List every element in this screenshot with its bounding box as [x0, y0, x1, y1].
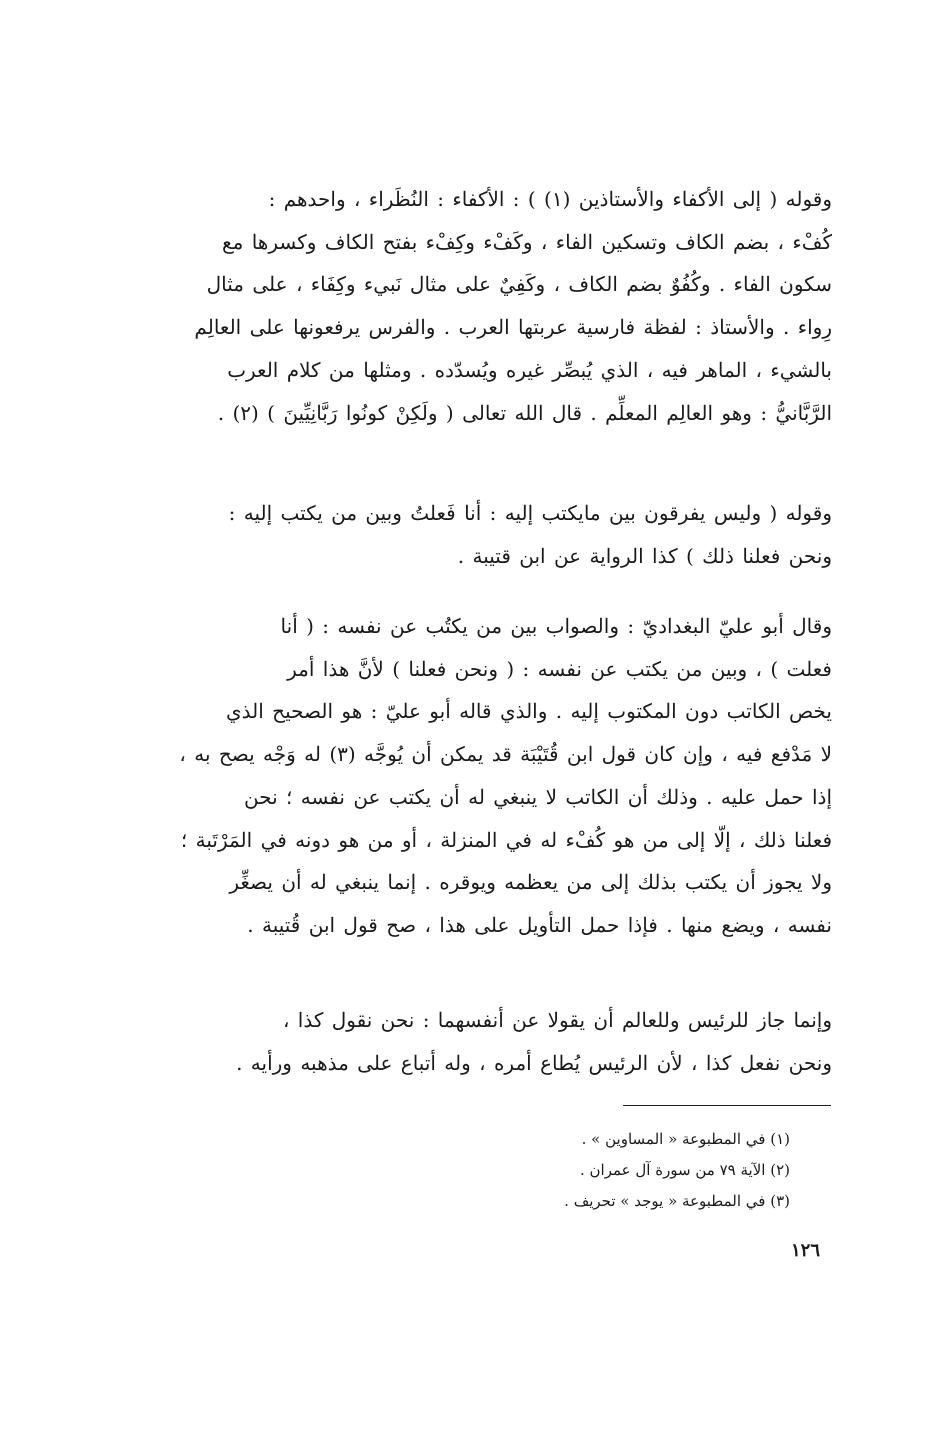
- text-line: ولا يجوز أن يكتب بذلك إلى من يعظمه ويوقره . إنما ينبغي له أن يصغِّر: [229, 870, 832, 895]
- text-line: نفسه ، ويضع منها . فإذا حمل التأويل على هذا ، صح قول ابن قُتيبة .: [247, 912, 832, 937]
- footnotes: [420, 1124, 790, 1217]
- text-line: وإنما جاز للرئيس وللعالم أن يقولا عن أنفسهما : نحن نقول كذا ،: [282, 1008, 832, 1032]
- text-line: لا مَدْفع فيه ، وإن كان قول ابن قُتَيْبَة قد يمكن أن يُوجَّه (٣) له وَجْه يصح به ،: [179, 742, 832, 767]
- text-line: رِواء . والأستاذ : لفظة فارسية عربتها العرب . والفرس يرفعونها على العالِم: [194, 315, 832, 340]
- text-line: يخص الكاتب دون المكتوب إليه . والذي قاله أبو عليّ : هو الصحيح الذي: [226, 699, 832, 724]
- text-line: وقوله ( إلى الأكفاء والأستاذين (١) ) : الأكفاء : النُظَراء ، واحدهم :: [268, 187, 832, 211]
- text-line: فعلنا ذلك ، إلّا إلى من هو كُفْء له في المنزلة ، أو من هو دونه في المَرْتَبة ؛: [180, 827, 832, 852]
- text-line: وقوله ( وليس يفرقون بين مايكتب إليه : أنا فَعلتُ وبين من يكتب إليه :: [228, 501, 832, 525]
- paragraph-laysa-yufarriqun: [118, 492, 832, 577]
- text-line: بالشيء ، الماهر فيه ، الذي يُبصِّر غيره ويُسدّده . ومثلها من كلام العرب: [227, 357, 832, 382]
- paragraph-kafa: [118, 178, 832, 434]
- footnote-divider: [623, 1105, 831, 1106]
- footnote-2: (٢) الآية ٧٩ من سورة آل عمران .: [579, 1161, 790, 1179]
- page-number: ١٢٦: [790, 1240, 820, 1261]
- text-line: الرَّبَّانيُّ : وهو العالِم المعلِّم . قال الله تعالى ( ولَكِنْ كونُوا رَبَّانِيِّينَ ) (٢) .: [217, 400, 832, 425]
- text-line: كُفْء ، بضم الكاف وتسكين الفاء ، وكَفْء وكِفْء بفتح الكاف وكسرها مع: [222, 229, 832, 254]
- paragraph-raees: [118, 999, 832, 1084]
- paragraph-abu-ali: [118, 605, 832, 947]
- text-line: إذا حمل عليه . وذلك أن الكاتب لا ينبغي له أن يكتب عن نفسه ؛ نحن: [243, 784, 832, 809]
- text-line: فعلت ) ، وبين من يكتب عن نفسه : ( ونحن فعلنا ) لأنَّ هذا أمر: [287, 656, 832, 681]
- footnote-1: (١) في المطبوعة « المساوين » .: [581, 1130, 790, 1148]
- text-line: سكون الفاء . وكُفُوٌ بضم الكاف ، وكَفِيٌ على مثال نَبيء وكِفَاء ، على مثال: [206, 272, 832, 297]
- text-line: ونحن نفعل كذا ، لأن الرئيس يُطاع أمره ، وله أتباع على مذهبه ورأيه .: [236, 1050, 832, 1075]
- text-line: وقال أبو عليّ البغداديّ : والصواب بين من يكتُب عن نفسه : ( أنا: [280, 614, 832, 638]
- text-line: ونحن فعلنا ذلك ) كذا الرواية عن ابن قتيبة .: [457, 543, 832, 568]
- footnote-3: (٣) في المطبوعة « يوجد » تحريف .: [564, 1192, 790, 1210]
